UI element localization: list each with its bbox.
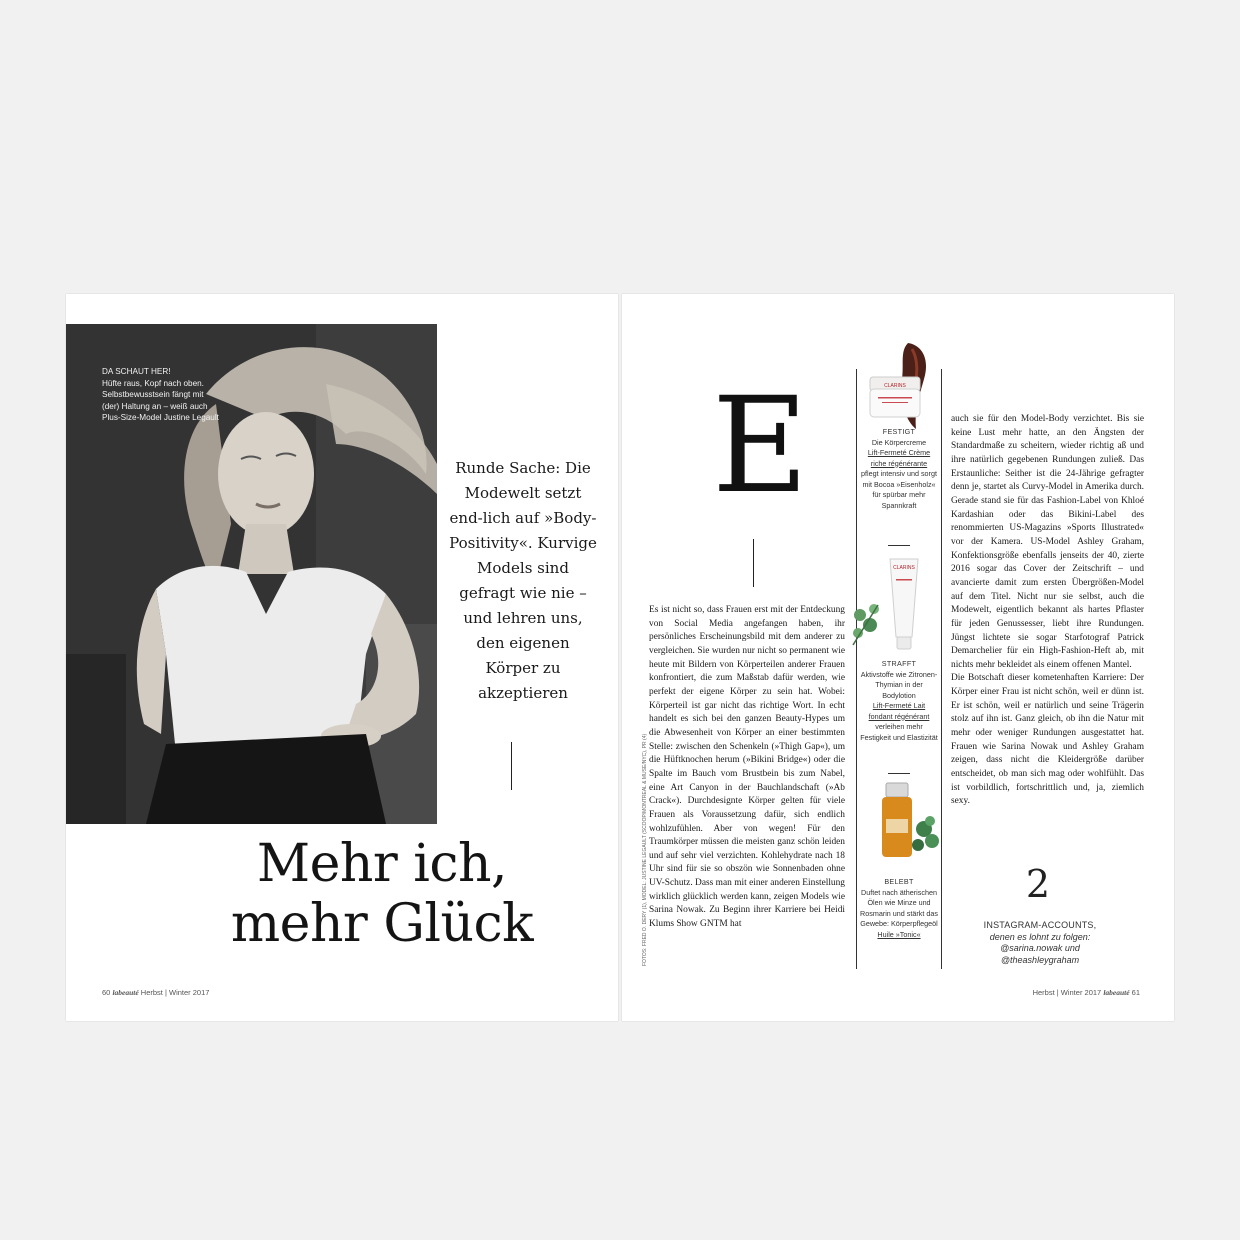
product-1-intro: Die Körpercreme [871, 437, 927, 447]
intro-text: Runde Sache: Die Modewelt setzt end-lich auf »Body-Positivity«. Kurvige Models sind gefragt wie nie – und lehren uns, den eigenen Körper zu akzeptieren [449, 459, 597, 702]
folio-right [1033, 988, 1140, 997]
product-1-name: Lift-Fermeté Crème riche régénérante [867, 448, 931, 468]
instagram-box [970, 920, 1110, 966]
cream-jar-brand: CLARINS [884, 383, 906, 389]
magazine-brand: labeauté [1103, 988, 1130, 997]
page-number: 61 [1131, 988, 1140, 997]
page-number: 60 [102, 988, 111, 997]
product-2-description: verleihen mehr Festigkeit und Elastizität [860, 722, 938, 742]
product-separator [888, 773, 910, 774]
article-column-3 [951, 413, 1144, 853]
right-page [622, 294, 1174, 1021]
model-photo [66, 324, 437, 824]
issue-label: Herbst | Winter 2017 [1032, 988, 1102, 997]
sidebar-rule-left [856, 369, 857, 969]
photo-caption [102, 366, 222, 424]
product-1-label: FESTIGT [882, 427, 916, 436]
left-page [66, 294, 618, 1021]
product-separator [888, 545, 910, 546]
product-2-name: Lift-Fermeté Lait fondant régénérant [868, 701, 930, 721]
product-3-intro: Duftet nach ätherischen Ölen wie Minze und Rosmarin und stärkt das Gewebe: Körperpflegeöl [860, 887, 938, 928]
product-3-label: BELEBT [884, 877, 914, 886]
product-2-intro: Aktivstoffe wie Zitronen-Thymian in der Bodylotion [860, 669, 938, 700]
stat-number: 2 [1025, 862, 1051, 906]
sidebar-rule-right [941, 369, 942, 969]
product-2-text [860, 659, 938, 743]
product-sidebar [856, 369, 942, 969]
article-column-3-paragraph-1: auch sie für den Model-Body verzichtet. Bis sie keine Lust mehr hatte, an den Ängsten der Standardmaße zu scheitern, wieder richtig aß und ihre natürlich gegebenen Rundungen zuließ. Das Erstaunliche: Seither ist die 24-Jährige gefragter denn je, startet als Curvy-Model in Amerika durch. Gerade stand sie für das Fashion-Label von Khloé Kardashian oder das Bikini-Label des renommierten US-Magazins »Sports Illustrated« vor der Kamera. US-Model Ashley Graham, Konfektionsgröße ebenfalls jenseits der 40, zierte 2016 sogar das Cover der Zeitschrift – und avancierte damit zum ersten Übergrößen-Model auf dem Titel. Nicht nur sie selbst, auch die Modewelt, eigentlich bekannt als hartes Pflaster für jeden Genussesser, liebt ihre Rundungen. Jüngst lichtete sie sogar Starfotograf Patrick Demarchelier für ein High-Fashion-Heft ab, mit nichts mehr bekleidet als einem offenen Mantel. [951, 414, 1144, 670]
product-2-label: STRAFFT [881, 659, 917, 668]
product-3-name: Huile »Tonic« [877, 929, 921, 939]
product-1-description: pflegt intensiv und sorgt mit Bocoa »Eisenholz« für spürbar mehr Spannkraft [861, 469, 937, 510]
magazine-brand: labeauté [112, 988, 139, 997]
issue-label: Herbst | Winter 2017 [140, 988, 210, 997]
headline-line-1: Mehr ich, [256, 834, 508, 894]
photo-caption-text: Hüfte raus, Kopf nach oben. Selbstbewusstsein fängt mit (der) Haltung an – weiß auch Plus-Size-Model Justine Legault [102, 378, 219, 422]
headline-line-2: mehr Glück [230, 894, 534, 954]
photo-caption-heading: DA SCHAUT HER! [102, 367, 171, 376]
drop-cap: E [712, 369, 809, 523]
headline [182, 834, 582, 954]
product-1-text [860, 427, 938, 511]
photo-credits: FOTOS: FRED O. DERY (1), MODEL: JUSTINE LEGAULT (SCOOP/MONTREAL & MUSE/NYC), PR (4) [642, 733, 648, 966]
product-3-text [860, 877, 938, 940]
cream-jar-image [864, 339, 936, 439]
article-column-3-paragraph-2: Die Botschaft dieser kometenhaften Karriere: Der Körper einer Frau ist nicht schön, weil er dünn ist. Er ist schön, weil er natürlich und seine Trägerin stolz auf ihn ist. Ganz gleich, ob ihn die Natur mit mehr oder weniger Rundungen ausgestattet hat. Frauen wie Sarina Nowak und Ashley Graham zeigen, dass nicht die Kleidergröße darüber entscheidet, ob man sich mag oder wohlfühlt. Das ist vorbildlich, fortschrittlich und, ja, ziemlich sexy. [951, 673, 1144, 807]
stat-label: INSTAGRAM-ACCOUNTS, [983, 920, 1097, 930]
stat-text: denen es lohnt zu folgen: @sarina.nowak und @theashleygraham [989, 931, 1091, 965]
divider-line [753, 539, 754, 587]
oil-bottle-image [872, 779, 944, 869]
folio-left [102, 988, 209, 997]
lotion-tube-brand: CLARINS [893, 565, 915, 571]
article-column-1: Es ist nicht so, dass Frauen erst mit der Entdeckung von Social Media angefangen haben, ihr persönliches Erscheinungsbild mit dem anderer zu vergleichen. Sie wurden nur nicht so permanent wie heute mit Bildern von Körperteilen anderer Frauen konfrontiert, die zum Maßstab dafür werden, wie perfekt der eigene Körper zu sein hat. Wobei: Körperteil ist gar nicht das richtige Wort. In echt handelt es sich bei den ganzen Beauty-Hypes um die Abwesenheit von Körper an einer bestimmten Stelle: zwischen den Schenkeln (»Thigh Gap«), um die Hüftknochen herum (»Bikini Bridge«) oder die Spalte im Bauch vom Brustbein bis zum Nabel, eine Art Canyon in der Bauchlandschaft (»Ab Crack«). Durchdesignte Körper gelten für viele Frauen als Voraussetzung dafür, sich endlich wohlzufühlen. Aber von wegen! Für den Traumkörper müssen die meisten ganz schön leiden und auf sehr viel verzichten. Kohlehydrate nach 18 Uhr sind für sie so obszön wie Sonnenbaden ohne UV-Schutz. Dass man mit einer anderen Einstellung wirklich glücklich werden kann, zeigen Models wie Sarina Nowak. Zu Beginn ihrer Karriere bei Heidi Klums Show GNTM hat [649, 605, 845, 930]
divider-line [511, 742, 512, 790]
lotion-tube-image [848, 555, 940, 655]
